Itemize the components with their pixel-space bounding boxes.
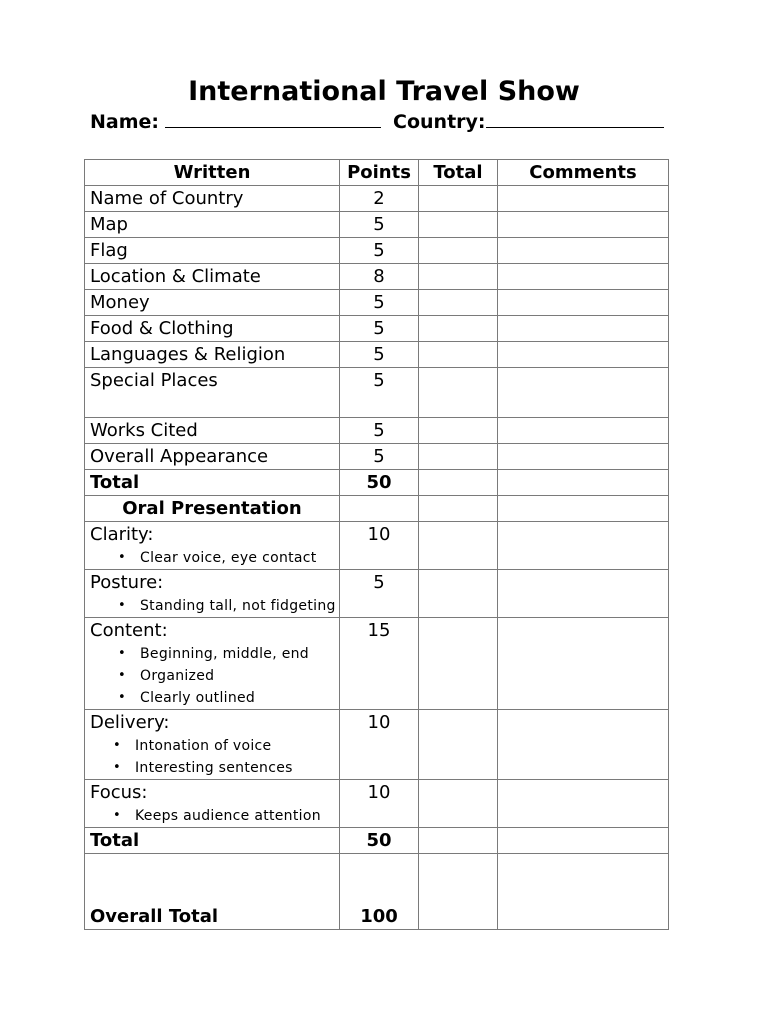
column-header-total: Total	[419, 160, 498, 186]
criterion-cell	[85, 570, 340, 618]
total-cell[interactable]	[419, 570, 498, 618]
criterion-points: 15	[340, 618, 419, 710]
empty-cell	[340, 496, 419, 522]
comments-cell[interactable]	[498, 238, 669, 264]
criterion-label: Focus:	[90, 782, 148, 803]
student-info-line	[90, 111, 690, 133]
criterion-points: 5	[340, 444, 419, 470]
criterion-points: 10	[340, 710, 419, 780]
name-blank[interactable]	[165, 125, 381, 128]
column-header-written: Written	[85, 160, 340, 186]
comments-cell[interactable]	[498, 522, 669, 570]
oral-total-label: Total	[85, 828, 340, 854]
comments-cell[interactable]	[498, 418, 669, 444]
comments-cell[interactable]	[498, 444, 669, 470]
overall-total-label: Overall Total	[85, 854, 340, 930]
comments-cell[interactable]	[498, 316, 669, 342]
oral-total-row	[85, 828, 669, 854]
total-cell[interactable]	[419, 780, 498, 828]
total-cell[interactable]	[419, 290, 498, 316]
page-title: International Travel Show	[188, 76, 580, 107]
list-item: • Beginning, middle, end	[90, 643, 339, 665]
criterion-label: Special Places	[85, 368, 340, 418]
criterion-label: Content:	[90, 620, 168, 641]
criterion-cell	[85, 618, 340, 710]
comments-cell[interactable]	[498, 470, 669, 496]
table-row	[85, 418, 669, 444]
rubric-table	[84, 159, 669, 930]
comments-cell[interactable]	[498, 368, 669, 418]
comments-cell[interactable]	[498, 342, 669, 368]
criterion-subpoints	[90, 735, 339, 779]
criterion-subpoints	[90, 595, 339, 617]
criterion-subpoints	[90, 805, 339, 827]
criterion-cell	[85, 710, 340, 780]
table-header-row	[85, 160, 669, 186]
column-header-points: Points	[340, 160, 419, 186]
criterion-points: 5	[340, 316, 419, 342]
criterion-label: Posture:	[90, 572, 164, 593]
table-row	[85, 780, 669, 828]
criterion-points: 8	[340, 264, 419, 290]
table-row	[85, 342, 669, 368]
table-row	[85, 290, 669, 316]
total-cell[interactable]	[419, 618, 498, 710]
criterion-cell	[85, 780, 340, 828]
criterion-label: Location & Climate	[85, 264, 340, 290]
overall-total-row	[85, 854, 669, 930]
comments-cell[interactable]	[498, 290, 669, 316]
empty-cell	[419, 496, 498, 522]
criterion-points: 5	[340, 290, 419, 316]
comments-cell[interactable]	[498, 828, 669, 854]
total-cell[interactable]	[419, 522, 498, 570]
criterion-points: 10	[340, 780, 419, 828]
comments-cell[interactable]	[498, 710, 669, 780]
list-item: • Standing tall, not fidgeting	[90, 595, 339, 617]
list-item: • Interesting sentences	[90, 757, 339, 779]
criterion-subpoints	[90, 547, 339, 569]
comments-cell[interactable]	[498, 264, 669, 290]
comments-cell[interactable]	[498, 570, 669, 618]
criterion-points: 2	[340, 186, 419, 212]
written-total-label: Total	[85, 470, 340, 496]
criterion-label: Name of Country	[85, 186, 340, 212]
criterion-points: 5	[340, 570, 419, 618]
comments-cell[interactable]	[498, 854, 669, 930]
total-cell[interactable]	[419, 238, 498, 264]
total-cell[interactable]	[419, 342, 498, 368]
overall-total-points: 100	[340, 854, 419, 930]
country-blank[interactable]	[486, 125, 664, 128]
table-row	[85, 212, 669, 238]
total-cell[interactable]	[419, 368, 498, 418]
table-row	[85, 238, 669, 264]
comments-cell[interactable]	[498, 212, 669, 238]
criterion-points: 5	[340, 368, 419, 418]
oral-total-points: 50	[340, 828, 419, 854]
criterion-label: Flag	[85, 238, 340, 264]
oral-section-header-row	[85, 496, 669, 522]
oral-section-header: Oral Presentation	[85, 496, 340, 522]
empty-cell	[498, 496, 669, 522]
list-item: • Keeps audience attention	[90, 805, 339, 827]
total-cell[interactable]	[419, 470, 498, 496]
table-row	[85, 710, 669, 780]
criterion-label: Languages & Religion	[85, 342, 340, 368]
total-cell[interactable]	[419, 710, 498, 780]
criterion-label: Food & Clothing	[85, 316, 340, 342]
list-item: • Intonation of voice	[90, 735, 339, 757]
list-item: • Clearly outlined	[90, 687, 339, 709]
criterion-label: Works Cited	[85, 418, 340, 444]
country-label: Country:	[393, 111, 486, 133]
total-cell[interactable]	[419, 418, 498, 444]
table-row	[85, 522, 669, 570]
criterion-cell	[85, 522, 340, 570]
comments-cell[interactable]	[498, 618, 669, 710]
written-total-points: 50	[340, 470, 419, 496]
criterion-label: Delivery:	[90, 712, 170, 733]
criterion-subpoints	[90, 643, 339, 709]
criterion-label: Clarity:	[90, 524, 154, 545]
list-item: • Clear voice, eye contact	[90, 547, 339, 569]
criterion-points: 10	[340, 522, 419, 570]
criterion-points: 5	[340, 212, 419, 238]
criterion-label: Overall Appearance	[85, 444, 340, 470]
table-row	[85, 444, 669, 470]
total-cell[interactable]	[419, 186, 498, 212]
comments-cell[interactable]	[498, 186, 669, 212]
criterion-points: 5	[340, 418, 419, 444]
column-header-comments: Comments	[498, 160, 669, 186]
table-row	[85, 368, 669, 418]
total-cell[interactable]	[419, 212, 498, 238]
table-row	[85, 186, 669, 212]
written-total-row	[85, 470, 669, 496]
criterion-label: Map	[85, 212, 340, 238]
table-row	[85, 570, 669, 618]
criterion-label: Money	[85, 290, 340, 316]
total-cell[interactable]	[419, 444, 498, 470]
total-cell[interactable]	[419, 316, 498, 342]
table-row	[85, 618, 669, 710]
table-row	[85, 316, 669, 342]
total-cell[interactable]	[419, 828, 498, 854]
criterion-points: 5	[340, 342, 419, 368]
list-item: • Organized	[90, 665, 339, 687]
name-label: Name:	[90, 111, 160, 133]
total-cell[interactable]	[419, 854, 498, 930]
table-row	[85, 264, 669, 290]
criterion-points: 5	[340, 238, 419, 264]
comments-cell[interactable]	[498, 780, 669, 828]
total-cell[interactable]	[419, 264, 498, 290]
